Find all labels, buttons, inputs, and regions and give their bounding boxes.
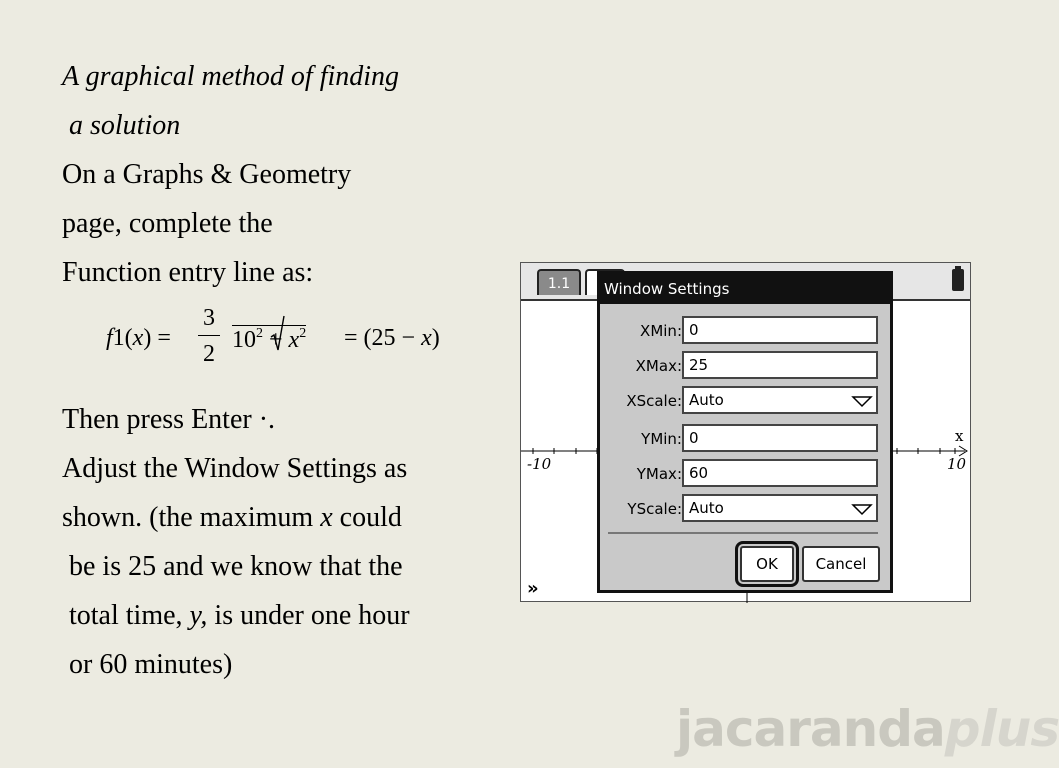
fraction-numerator: 3 (203, 305, 215, 331)
xmin-row (600, 316, 890, 346)
adjust-line-2-b: could (332, 502, 402, 533)
double-chevron-right-icon[interactable]: » (527, 578, 539, 599)
ymin-row (600, 424, 890, 454)
adjust-line-5: or 60 minutes) (62, 649, 233, 680)
formula-lhs (106, 325, 171, 352)
calculator-screen (520, 262, 971, 602)
yscale-label: YScale: (627, 500, 682, 518)
formula-paren: 1( (112, 325, 133, 351)
rhs-x: x (421, 325, 432, 351)
instruction-line-4: page, complete the (62, 208, 273, 239)
radicand-plus: + (263, 327, 289, 353)
formula-equals: ) = (143, 325, 171, 351)
yscale-value: Auto (689, 499, 724, 517)
xmin-label: XMin: (640, 322, 682, 340)
enter-line: Then press Enter ·. (62, 404, 276, 435)
instruction-line-5: Function entry line as: (62, 257, 314, 288)
yscale-row (600, 494, 890, 524)
tab-page-1-1[interactable]: 1.1 (537, 269, 581, 295)
xmax-label: XMax: (635, 357, 682, 375)
formula-fraction (198, 303, 220, 370)
axis-max-label: 10 (947, 455, 967, 473)
xscale-label: XScale: (626, 392, 682, 410)
xmax-row (600, 351, 890, 381)
xscale-value: Auto (689, 391, 724, 409)
window-settings-dialog (597, 271, 893, 593)
jacaranda-plus-logo (676, 700, 1059, 758)
rhs-part-a: = (25 − (338, 325, 422, 351)
heading-line-1: A graphical method of finding (62, 61, 400, 92)
cancel-button[interactable]: Cancel (802, 546, 880, 582)
xscale-select[interactable] (682, 386, 878, 414)
dialog-separator (608, 532, 878, 534)
axis-x-label: x (955, 427, 964, 445)
adjust-line-4-a: total time, (62, 600, 190, 631)
xmin-input[interactable]: 0 (682, 316, 878, 344)
adjust-line-1: Adjust the Window Settings as (62, 453, 408, 484)
battery-icon (952, 269, 964, 291)
formula-f: f (106, 325, 113, 351)
chevron-down-icon (852, 504, 872, 515)
radicand (232, 325, 306, 354)
adjust-line-4 (62, 591, 502, 640)
logo-plus: plus (944, 700, 1059, 758)
ymax-row (600, 459, 890, 489)
radicand-exp-1: 2 (256, 326, 263, 341)
formula-x: x (132, 325, 144, 351)
ymax-label: YMax: (636, 465, 682, 483)
variable-y: y, (189, 600, 208, 631)
radicand-exp-2: 2 (299, 326, 307, 341)
radicand-ten: 10 (232, 327, 256, 353)
formula-rhs (338, 325, 440, 352)
radicand-x: x (288, 327, 300, 353)
rhs-part-b: ) (431, 325, 440, 351)
instruction-line-3: On a Graphs & Geometry (62, 159, 352, 190)
yscale-select[interactable] (682, 494, 878, 522)
adjust-line-2 (62, 493, 502, 542)
logo-text: jacaranda (676, 700, 945, 758)
adjust-line-4-b: is under one hour (207, 600, 410, 631)
ymin-input[interactable]: 0 (682, 424, 878, 452)
axis-min-label: -10 (527, 455, 552, 473)
dialog-title: Window Settings (600, 274, 890, 304)
ok-button[interactable]: OK (740, 546, 794, 582)
adjust-line-3: be is 25 and we know that the (62, 551, 403, 582)
fraction-bar (198, 335, 220, 336)
function-formula (106, 303, 466, 373)
xmax-input[interactable]: 25 (682, 351, 878, 379)
xscale-row (600, 386, 890, 416)
heading-line-2: a solution (62, 110, 181, 141)
fraction-denominator: 2 (203, 341, 215, 367)
chevron-down-icon (852, 396, 872, 407)
variable-x: x (320, 502, 333, 533)
ymax-input[interactable]: 60 (682, 459, 878, 487)
ymin-label: YMin: (641, 430, 682, 448)
adjust-line-2-a: shown. (the maximum (62, 502, 321, 533)
